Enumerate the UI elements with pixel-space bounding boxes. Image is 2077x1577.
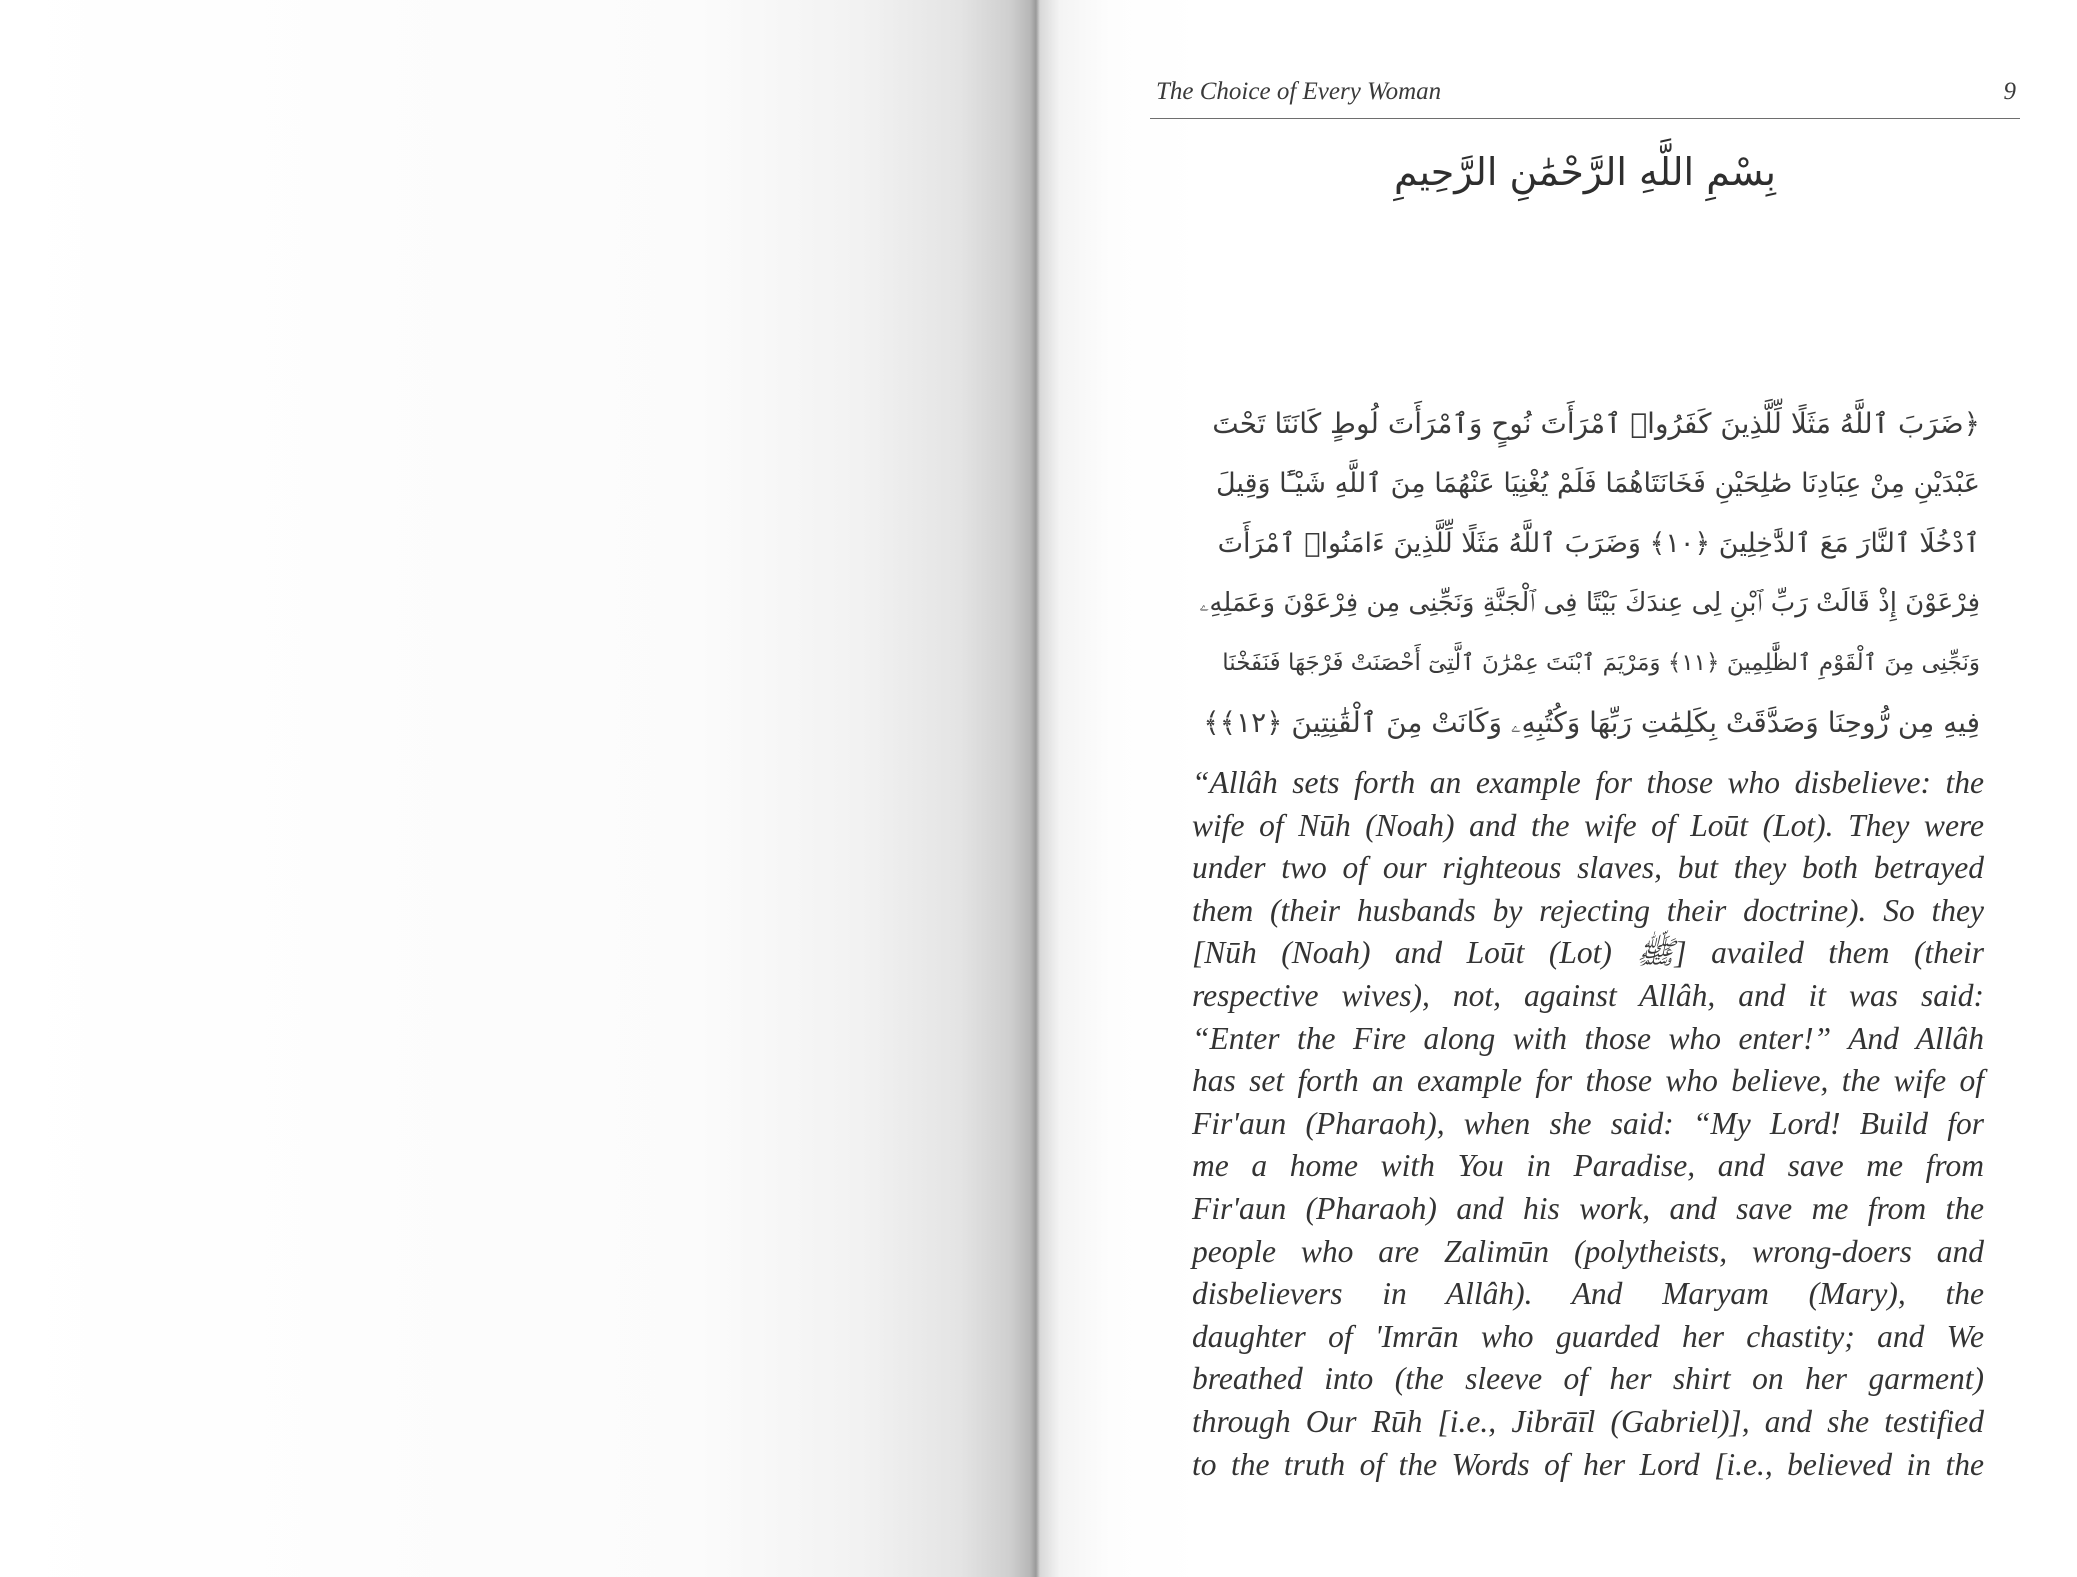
basmala-calligraphy: بِسْمِ اللَّهِ الرَّحْمَٰنِ الرَّحِيمِ [1394,150,1776,194]
translation-line: people who are Zalimūn (polytheists, wrong-doers and [1192,1233,1984,1269]
arabic-verse-line: فِرْعَوْنَ إِذْ قَالَتْ رَبِّ ٱبْنِ لِى عِندَكَ بَيْتًا فِى ٱلْجَنَّةِ وَنَجِّنِى مِن فِرْعَوْنَ وَعَمَلِهِۦ [1199,587,1980,618]
translation-line: to the truth of the Words of her Lord [i.e., believed in the [1192,1446,1984,1482]
arabic-verse-line: عَبْدَيْنِ مِنْ عِبَادِنَا صَٰلِحَيْنِ فَخَانَتَاهُمَا فَلَمْ يُغْنِيَا عَنْهُمَا مِنَ ٱللَّهِ شَيْـًٔا وَقِيلَ [1215,467,1980,499]
translation-line: Fir'aun (Pharaoh), when she said: “My Lord! Build for [1192,1105,1984,1141]
translation-line: wife of Nūh (Noah) and the wife of Loūt (Lot). They were [1192,807,1984,843]
translation-line: through Our Rūh [i.e., Jibrāīl (Gabriel)], and she testified [1192,1403,1984,1439]
translation-line: them (their husbands by rejecting their doctrine). So they [1192,892,1984,928]
arabic-verse-line: ٱدْخُلَا ٱلنَّارَ مَعَ ٱلدَّٰخِلِينَ ﴿١٠﴾ وَضَرَبَ ٱللَّهُ مَثَلًا لِّلَّذِينَ ءَامَنُوا۟ ٱمْرَأَتَ [1217,527,1980,559]
translation-line: disbelievers in Allâh). And Maryam (Mary), the [1192,1276,1984,1312]
arabic-verse-block [1190,393,1980,755]
translation-line: Fir'aun (Pharaoh) and his work, and save me from the [1192,1190,1984,1226]
translation-line: “Allâh sets forth an example for those who disbelieve: the [1192,765,1984,800]
right-page [1140,0,2030,1577]
arabic-verse-line: ﴿ضَرَبَ ٱللَّهُ مَثَلًا لِّلَّذِينَ كَفَرُوا۟ ٱمْرَأَتَ نُوحٍ وَٱمْرَأَتَ لُوطٍ كَانَتَا تَحْتَ [1212,406,1980,440]
translation-line: daughter of 'Imrān who guarded her chastity; and We [1192,1318,1984,1354]
translation-line: me a home with You in Paradise, and save me from [1192,1148,1984,1184]
translation-line: breathed into (the sleeve of her shirt on her garment) [1192,1361,1984,1397]
running-header [1150,78,2020,119]
english-translation [1192,762,1984,1486]
arabic-verse-line: فِيهِ مِن رُّوحِنَا وَصَدَّقَتْ بِكَلِمَٰتِ رَبِّهَا وَكُتُبِهِۦ وَكَانَتْ مِنَ ٱلْقَٰنِتِينَ ﴿١٢﴾﴾ [1203,706,1980,739]
arabic-verse-line: وَنَجِّنِى مِنَ ٱلْقَوْمِ ٱلظَّٰلِمِينَ ﴿١١﴾ وَمَرْيَمَ ٱبْنَتَ عِمْرَٰنَ ٱلَّتِىٓ أَحْصَنَتْ فَرْجَهَا فَنَفَخْنَا [1222,650,1980,676]
translation-line: has set forth an example for those who believe, the wife of [1192,1063,1984,1099]
page-number: 9 [2003,78,2016,105]
translation-line: under two of our righteous slaves, but they both betrayed [1192,850,1984,886]
facing-page-bleed-through [880,60,970,1180]
running-title: The Choice of Every Woman [1156,78,1442,105]
translation-line: respective wives), not, against Allâh, and it was said: [1192,977,1984,1013]
translation-line: [Nūh (Noah) and Loūt (Lot) ﷺ] availed them (their [1192,935,1984,971]
translation-line: “Enter the Fire along with those who enter!” And Allâh [1192,1020,1984,1056]
